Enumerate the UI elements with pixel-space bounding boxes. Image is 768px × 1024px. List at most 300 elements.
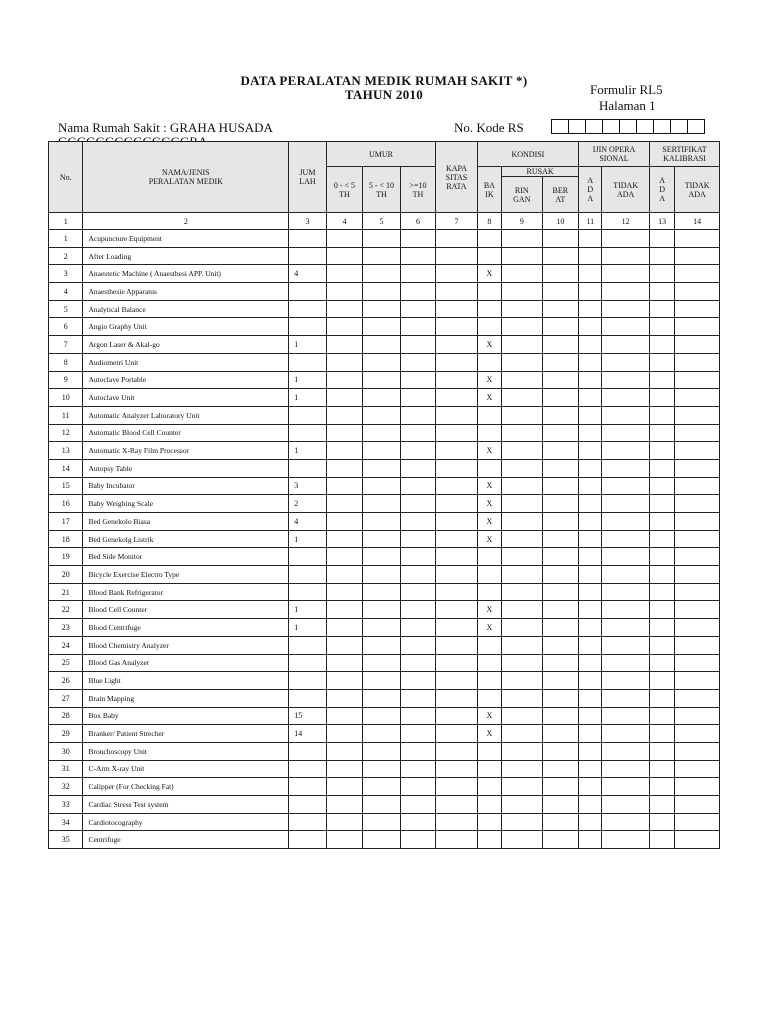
- empty-cell: [326, 318, 362, 336]
- condition-good-mark: [477, 654, 501, 672]
- empty-cell: [326, 389, 362, 407]
- empty-cell: [326, 230, 362, 248]
- empty-cell: [602, 742, 650, 760]
- empty-cell: [436, 548, 478, 566]
- table-row: [49, 247, 720, 265]
- equipment-name: Blood Gas Analyzer: [83, 654, 289, 672]
- row-number: 31: [49, 760, 83, 778]
- equipment-name: Analytical Balance: [83, 300, 289, 318]
- empty-cell: [502, 725, 543, 743]
- row-number: 33: [49, 796, 83, 814]
- condition-good-mark: [477, 566, 501, 584]
- column-number: 7: [436, 213, 478, 230]
- condition-good-mark: [477, 230, 501, 248]
- empty-cell: [363, 548, 401, 566]
- empty-cell: [542, 619, 578, 637]
- row-number: 7: [49, 336, 83, 354]
- empty-cell: [542, 424, 578, 442]
- empty-cell: [602, 707, 650, 725]
- condition-good-mark: X: [477, 530, 501, 548]
- empty-cell: [326, 654, 362, 672]
- empty-cell: [400, 707, 436, 725]
- table-row: [49, 424, 720, 442]
- col-kapasitas-header: KAPA SITAS RATA: [436, 142, 478, 213]
- equipment-name: Blood Chemistry Analyzer: [83, 636, 289, 654]
- empty-cell: [436, 389, 478, 407]
- empty-cell: [602, 672, 650, 690]
- empty-cell: [436, 406, 478, 424]
- empty-cell: [579, 760, 602, 778]
- empty-cell: [363, 300, 401, 318]
- empty-cell: [502, 778, 543, 796]
- empty-cell: [675, 707, 720, 725]
- empty-cell: [542, 371, 578, 389]
- condition-good-mark: [477, 760, 501, 778]
- empty-cell: [400, 813, 436, 831]
- table-row: [49, 283, 720, 301]
- row-number: 21: [49, 583, 83, 601]
- table-row: [49, 831, 720, 849]
- table-row: [49, 601, 720, 619]
- equipment-quantity: [289, 813, 327, 831]
- condition-good-mark: [477, 353, 501, 371]
- empty-cell: [675, 583, 720, 601]
- empty-cell: [502, 513, 543, 531]
- empty-cell: [602, 353, 650, 371]
- equipment-name: Bed Genekolg Listrik: [83, 530, 289, 548]
- empty-cell: [436, 601, 478, 619]
- col-sertifikat-header: SERTIFIKAT KALIBRASI: [649, 142, 719, 167]
- col-umur-10: >=10 TH: [400, 167, 436, 213]
- empty-cell: [502, 636, 543, 654]
- empty-cell: [649, 477, 674, 495]
- empty-cell: [502, 283, 543, 301]
- empty-cell: [363, 513, 401, 531]
- empty-cell: [436, 689, 478, 707]
- column-number-row: [49, 213, 720, 230]
- empty-cell: [649, 601, 674, 619]
- col-ijin-ada: A D A: [579, 167, 602, 213]
- row-number: 17: [49, 513, 83, 531]
- col-name-header: NAMA/JENIS PERALATAN MEDIK: [83, 142, 289, 213]
- empty-cell: [602, 636, 650, 654]
- empty-cell: [363, 583, 401, 601]
- empty-cell: [675, 459, 720, 477]
- empty-cell: [502, 300, 543, 318]
- table-row: [49, 495, 720, 513]
- equipment-name: Angio Graphy Unit: [83, 318, 289, 336]
- empty-cell: [602, 283, 650, 301]
- table-row: [49, 336, 720, 354]
- empty-cell: [649, 495, 674, 513]
- empty-cell: [436, 654, 478, 672]
- empty-cell: [326, 813, 362, 831]
- empty-cell: [502, 247, 543, 265]
- hospital-code-label: No. Kode RS: [454, 120, 524, 135]
- row-number: 8: [49, 353, 83, 371]
- empty-cell: [502, 406, 543, 424]
- empty-cell: [579, 318, 602, 336]
- table-row: [49, 619, 720, 637]
- empty-cell: [400, 406, 436, 424]
- empty-cell: [400, 672, 436, 690]
- empty-cell: [542, 636, 578, 654]
- empty-cell: [542, 672, 578, 690]
- empty-cell: [649, 725, 674, 743]
- empty-cell: [579, 424, 602, 442]
- empty-cell: [649, 689, 674, 707]
- empty-cell: [649, 389, 674, 407]
- condition-good-mark: X: [477, 371, 501, 389]
- empty-cell: [579, 230, 602, 248]
- table-row: [49, 442, 720, 460]
- row-number: 12: [49, 424, 83, 442]
- empty-cell: [542, 265, 578, 283]
- empty-cell: [436, 371, 478, 389]
- empty-cell: [363, 477, 401, 495]
- condition-good-mark: [477, 813, 501, 831]
- condition-good-mark: [477, 548, 501, 566]
- empty-cell: [326, 300, 362, 318]
- empty-cell: [400, 389, 436, 407]
- empty-cell: [400, 495, 436, 513]
- row-number: 22: [49, 601, 83, 619]
- table-row: [49, 477, 720, 495]
- empty-cell: [675, 530, 720, 548]
- empty-cell: [602, 619, 650, 637]
- empty-cell: [400, 265, 436, 283]
- col-ringan: RIN GAN: [502, 177, 543, 213]
- empty-cell: [542, 566, 578, 584]
- equipment-quantity: 14: [289, 725, 327, 743]
- empty-cell: [675, 654, 720, 672]
- empty-cell: [400, 477, 436, 495]
- equipment-quantity: 3: [289, 477, 327, 495]
- empty-cell: [326, 424, 362, 442]
- col-ijin-tidak-ada: TIDAK ADA: [602, 167, 650, 213]
- equipment-quantity: [289, 566, 327, 584]
- empty-cell: [400, 247, 436, 265]
- empty-cell: [400, 583, 436, 601]
- condition-good-mark: X: [477, 389, 501, 407]
- condition-good-mark: [477, 283, 501, 301]
- empty-cell: [649, 707, 674, 725]
- empty-cell: [400, 459, 436, 477]
- empty-cell: [649, 265, 674, 283]
- empty-cell: [602, 778, 650, 796]
- empty-cell: [602, 300, 650, 318]
- empty-cell: [542, 283, 578, 301]
- empty-cell: [649, 336, 674, 354]
- empty-cell: [363, 530, 401, 548]
- empty-cell: [542, 459, 578, 477]
- empty-cell: [363, 336, 401, 354]
- empty-cell: [502, 742, 543, 760]
- row-number: 26: [49, 672, 83, 690]
- empty-cell: [363, 265, 401, 283]
- empty-cell: [326, 601, 362, 619]
- condition-good-mark: [477, 247, 501, 265]
- empty-cell: [326, 548, 362, 566]
- column-number: 2: [83, 213, 289, 230]
- empty-cell: [502, 371, 543, 389]
- row-number: 9: [49, 371, 83, 389]
- empty-cell: [542, 477, 578, 495]
- empty-cell: [602, 760, 650, 778]
- empty-cell: [436, 831, 478, 849]
- empty-cell: [363, 813, 401, 831]
- table-row: [49, 707, 720, 725]
- table-row: [49, 566, 720, 584]
- row-number: 11: [49, 406, 83, 424]
- condition-good-mark: [477, 796, 501, 814]
- col-sertifikat-tidak-ada: TIDAK ADA: [675, 167, 720, 213]
- empty-cell: [675, 548, 720, 566]
- empty-cell: [579, 477, 602, 495]
- empty-cell: [542, 406, 578, 424]
- equipment-quantity: [289, 796, 327, 814]
- empty-cell: [602, 424, 650, 442]
- empty-cell: [542, 318, 578, 336]
- empty-cell: [326, 796, 362, 814]
- empty-cell: [579, 406, 602, 424]
- column-number: 4: [326, 213, 362, 230]
- empty-cell: [436, 513, 478, 531]
- equipment-name: Bronchoscopy Unit: [83, 742, 289, 760]
- empty-cell: [363, 566, 401, 584]
- empty-cell: [326, 265, 362, 283]
- empty-cell: [675, 831, 720, 849]
- empty-cell: [579, 796, 602, 814]
- empty-cell: [649, 654, 674, 672]
- empty-cell: [436, 813, 478, 831]
- empty-cell: [602, 601, 650, 619]
- empty-cell: [363, 601, 401, 619]
- empty-cell: [602, 389, 650, 407]
- empty-cell: [363, 725, 401, 743]
- condition-good-mark: [477, 742, 501, 760]
- table-row: [49, 230, 720, 248]
- row-number: 30: [49, 742, 83, 760]
- table-row: [49, 459, 720, 477]
- empty-cell: [649, 813, 674, 831]
- empty-cell: [602, 459, 650, 477]
- empty-cell: [542, 601, 578, 619]
- condition-good-mark: X: [477, 477, 501, 495]
- empty-cell: [675, 230, 720, 248]
- equipment-quantity: 1: [289, 619, 327, 637]
- empty-cell: [436, 778, 478, 796]
- row-number: 16: [49, 495, 83, 513]
- equipment-quantity: [289, 760, 327, 778]
- empty-cell: [363, 831, 401, 849]
- equipment-quantity: [289, 406, 327, 424]
- table-row: [49, 406, 720, 424]
- empty-cell: [502, 477, 543, 495]
- empty-cell: [502, 619, 543, 637]
- empty-cell: [363, 689, 401, 707]
- equipment-quantity: [289, 654, 327, 672]
- empty-cell: [502, 265, 543, 283]
- empty-cell: [542, 442, 578, 460]
- empty-cell: [326, 495, 362, 513]
- row-number: 34: [49, 813, 83, 831]
- condition-good-mark: X: [477, 513, 501, 531]
- empty-cell: [436, 707, 478, 725]
- col-umur-header: UMUR: [326, 142, 435, 167]
- empty-cell: [649, 548, 674, 566]
- empty-cell: [649, 672, 674, 690]
- empty-cell: [579, 247, 602, 265]
- empty-cell: [579, 530, 602, 548]
- equipment-name: Calipper (For Checking Fat): [83, 778, 289, 796]
- empty-cell: [502, 548, 543, 566]
- row-number: 20: [49, 566, 83, 584]
- empty-cell: [542, 813, 578, 831]
- empty-cell: [602, 265, 650, 283]
- equipment-quantity: [289, 283, 327, 301]
- equipment-quantity: [289, 247, 327, 265]
- condition-good-mark: [477, 583, 501, 601]
- empty-cell: [436, 230, 478, 248]
- empty-cell: [436, 742, 478, 760]
- empty-cell: [502, 353, 543, 371]
- empty-cell: [400, 548, 436, 566]
- equipment-quantity: [289, 672, 327, 690]
- row-number: 24: [49, 636, 83, 654]
- empty-cell: [675, 424, 720, 442]
- empty-cell: [502, 813, 543, 831]
- empty-cell: [579, 495, 602, 513]
- empty-cell: [579, 548, 602, 566]
- condition-good-mark: X: [477, 725, 501, 743]
- row-number: 25: [49, 654, 83, 672]
- equipment-name: Autoclave Unit: [83, 389, 289, 407]
- table-row: [49, 583, 720, 601]
- empty-cell: [542, 831, 578, 849]
- row-number: 2: [49, 247, 83, 265]
- table-row: [49, 300, 720, 318]
- empty-cell: [675, 300, 720, 318]
- empty-cell: [602, 513, 650, 531]
- empty-cell: [326, 742, 362, 760]
- empty-cell: [436, 495, 478, 513]
- empty-cell: [675, 636, 720, 654]
- empty-cell: [400, 760, 436, 778]
- empty-cell: [436, 247, 478, 265]
- empty-cell: [326, 566, 362, 584]
- empty-cell: [675, 796, 720, 814]
- empty-cell: [326, 247, 362, 265]
- empty-cell: [542, 336, 578, 354]
- empty-cell: [326, 778, 362, 796]
- equipment-table: [48, 141, 720, 849]
- equipment-quantity: [289, 831, 327, 849]
- empty-cell: [579, 336, 602, 354]
- empty-cell: [400, 725, 436, 743]
- empty-cell: [675, 247, 720, 265]
- equipment-name: Automatic Blood Cell Counter: [83, 424, 289, 442]
- equipment-quantity: [289, 459, 327, 477]
- empty-cell: [542, 353, 578, 371]
- empty-cell: [602, 442, 650, 460]
- equipment-quantity: 15: [289, 707, 327, 725]
- table-row: [49, 636, 720, 654]
- row-number: 14: [49, 459, 83, 477]
- empty-cell: [675, 778, 720, 796]
- condition-good-mark: [477, 831, 501, 849]
- col-baik: BA IK: [477, 167, 501, 213]
- empty-cell: [602, 654, 650, 672]
- empty-cell: [602, 318, 650, 336]
- equipment-rows: [49, 230, 720, 849]
- equipment-name: Brain Mapping: [83, 689, 289, 707]
- empty-cell: [326, 707, 362, 725]
- empty-cell: [675, 477, 720, 495]
- empty-cell: [675, 601, 720, 619]
- empty-cell: [400, 601, 436, 619]
- equipment-name: Anaesthesie Apparatus: [83, 283, 289, 301]
- empty-cell: [649, 619, 674, 637]
- equipment-name: Autopsy Table: [83, 459, 289, 477]
- equipment-quantity: [289, 230, 327, 248]
- empty-cell: [602, 689, 650, 707]
- empty-cell: [542, 742, 578, 760]
- empty-cell: [602, 247, 650, 265]
- equipment-name: Audiometri Unit: [83, 353, 289, 371]
- empty-cell: [436, 672, 478, 690]
- equipment-name: Argon Laser & Akal-go: [83, 336, 289, 354]
- empty-cell: [363, 318, 401, 336]
- row-number: 6: [49, 318, 83, 336]
- equipment-name: After Loading: [83, 247, 289, 265]
- condition-good-mark: [477, 424, 501, 442]
- empty-cell: [542, 530, 578, 548]
- row-number: 5: [49, 300, 83, 318]
- empty-cell: [400, 689, 436, 707]
- empty-cell: [363, 247, 401, 265]
- equipment-quantity: 4: [289, 265, 327, 283]
- empty-cell: [502, 831, 543, 849]
- empty-cell: [579, 601, 602, 619]
- empty-cell: [579, 442, 602, 460]
- empty-cell: [363, 796, 401, 814]
- condition-good-mark: [477, 318, 501, 336]
- empty-cell: [502, 424, 543, 442]
- table-row: [49, 353, 720, 371]
- equipment-quantity: 2: [289, 495, 327, 513]
- equipment-quantity: 4: [289, 513, 327, 531]
- empty-cell: [579, 583, 602, 601]
- empty-cell: [363, 459, 401, 477]
- equipment-quantity: 1: [289, 530, 327, 548]
- row-number: 32: [49, 778, 83, 796]
- empty-cell: [400, 424, 436, 442]
- equipment-quantity: [289, 318, 327, 336]
- empty-cell: [579, 778, 602, 796]
- empty-cell: [436, 442, 478, 460]
- hospital-name: Nama Rumah Sakit : GRAHA HUSADA: [58, 120, 273, 135]
- table-row: [49, 778, 720, 796]
- table-row: [49, 513, 720, 531]
- empty-cell: [542, 230, 578, 248]
- empty-cell: [502, 459, 543, 477]
- empty-cell: [602, 725, 650, 743]
- condition-good-mark: [477, 672, 501, 690]
- empty-cell: [675, 566, 720, 584]
- empty-cell: [542, 778, 578, 796]
- empty-cell: [436, 353, 478, 371]
